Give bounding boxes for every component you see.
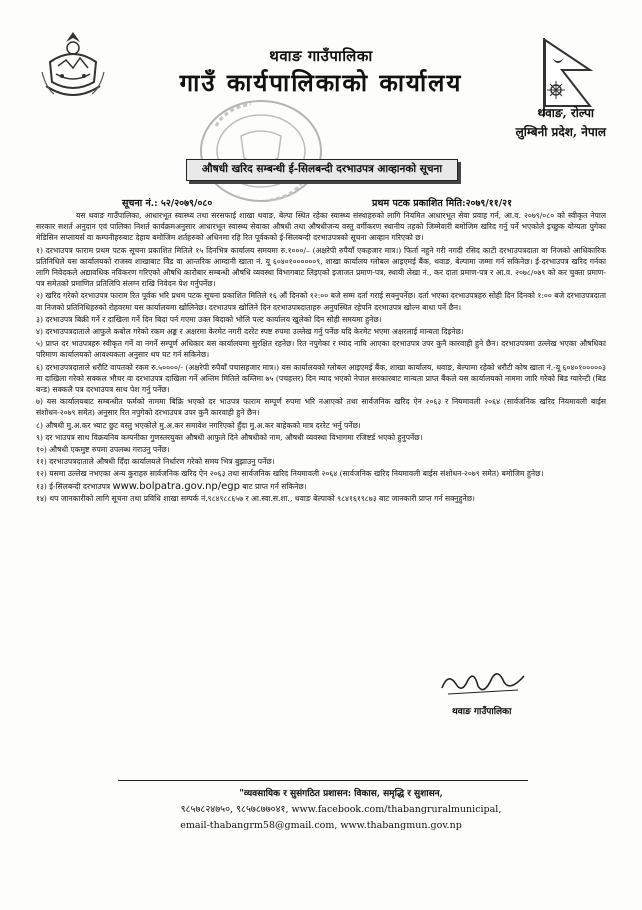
address-line-2: लुम्बिनी प्रदेश, नेपाल — [515, 125, 606, 139]
address-line-1: थवाङ, रोल्पा — [537, 106, 594, 120]
list-item: ११) दरभाउपत्रदाताले औषधी दिँदा कार्यालयले निर्धारण गरेको समय भित्र बुझाउनु पर्नेछ। — [36, 457, 275, 467]
list-item: ६) दरभाउपत्रदाताले धरौटि वापतको रकम रु.५००००/- (अक्षरेपी रुपैयाँ पचासहजार मात्र।) यस कार्यालयको ग्लोबल आइएमई बैंक, शाखा कार्यालय, थवाङ, बेल्पामा रहेको धरौटी कोष खाता नं.-यू ६०४०१०००००३ मा दाखिला गरेको सक्कल भौचर वा दरभाउपत्र दाखिला गर्ने अन्तिम मितिले कम्तिमा ७५ (पचहत्तर) दिन म्याद भएको नेपाल सरकारबाट मान्यता प्राप्त बैंकले यस कार्यालयको नाममा जारि गरेको बिड ग्यारेन्टी (बिड बन्ड) सक्कलै पत्र दरभाउपत्र साथ पेश गर्नु पर्नेछ। — [36, 362, 606, 395]
notice-number: सूचना नं.: ५२/२०७९/०८० — [122, 198, 213, 209]
org-name: थवाङ गाउँपालिका — [269, 47, 373, 65]
footer-email-web: email-thabangrm58@gmail.com, www.thabangmun.gov.np — [180, 820, 462, 831]
signatory-label: थवाङ गाउँपालिका — [452, 707, 512, 717]
notice-body — [36, 210, 606, 505]
list-item: १४) थप जानकारीको लागि सूचना तथा प्रविधि शाखा सम्पर्क नं.९८४९८८६५७ र आ.स्वा.स.शा., थवाङ बेल्पाको ९८४१६१९८७३ बाट जानकारी प्राप्त गर्न सक्नुहुनेछ। — [36, 493, 475, 503]
list-item: ९) दर भाउपत्र साथ विक्रयनिय कम्पनीका गुणस्तरयुक्त औषधी आफुले दिने औषधीको नाम, औषधी व्यवस्था विभागमा रजिष्टर्ड भएको हुनुपर्नेछ। — [36, 432, 423, 442]
footer-divider — [118, 780, 528, 781]
list-item: ८) औषधी मु.अ.कर भ्याट छुट वस्तु भएकोले मु.अ.कर समावेश नगरिएको हुँदा मु.अ.कर बाहेकको मात्र दररेट भर्नु पर्नेछ। — [36, 420, 361, 430]
list-item: १२) यसमा उल्लेख नभएका अन्य कुराहरु सार्वजनिक खरिद ऐन २०६३ तथा सार्वजनिक खरिद नियमावली २०६४ (सार्वजनिक खरिद नियमावली बाईस संशोधन-२०७९ समेत) बमोजिम हुनेछ। — [36, 469, 544, 479]
item-13-prefix: १३) ई-सिलबन्दी दरभाउपत्र — [36, 481, 111, 491]
signature-mark — [438, 666, 528, 700]
item-13-suffix: बाट प्राप्त गर्न सकिनेछ। — [242, 481, 307, 491]
list-item-13 — [36, 481, 606, 492]
list-item: ४) दरभाउपत्रदाताले आफुले कबोल गरेको रकम अङ्क र अक्षरमा केरमेट नगरी दररेट स्पष्ट रुपमा उल्लेख गर्नु पर्नेछ यदि केरमेट भएमा अक्षरलाई मान्यता दिइनेछ। — [36, 327, 464, 337]
footer-slogan: "व्यवसायिक र सुसंगठित प्रशासन: विकास, समृद्धि र सुशासन, — [239, 789, 443, 799]
list-item: १) दरभाउपत्र फाराम प्रथम पटक सूचना प्रकाशित मितिले १५ दिनभित्र कार्यालय समयमा रु.१०००/– (अक्षरेपी रुपैयाँ एकहजार मात्र।) फिर्ता नहुने गरी नगदी रसिद काटी दरभाउपत्रदाता वा निजको आधिकारिक प्रतिनिधिले यस कार्यालयको राजस्व शाखाबाट वेिड वा आन्तरिक आम्दानी खाता नं. यू ६०४०१००००००९, शाखा कार्यालय ग्लोबल आइएमई बैंक, थवाङ, बेल्पामा जम्मा गर्न सकिनेछ। ई-दरभाउपत्र खरिद गर्नका लागि निवेदकले अद्यावधिक नविकरण गरिएको औषधि कारोबार सम्बन्धी औषधि व्यवस्था विभागबाट लिइएको इजाजत प्रमाण-पत्र, स्थायी लेखा नं., कर दाता प्रमाण-पत्र र आ.व. २०७८/०७९ को कर चुक्ता प्रमाण-पत्र समेतको प्रमाणित प्रतिलिपि संलग्न राखि निवेदन पेश गर्नुपर्नेछ। — [36, 245, 606, 289]
notice-title: औषधी खरिद सम्बन्धी ई-सिलबन्दी दरभाउपत्र आव्हानको सूचना — [186, 159, 458, 181]
list-item: ५) प्राप्त दर भाउपत्रहरु स्वीकृत गर्ने वा नगर्ने सम्पूर्ण अधिकार यस कार्यालयमा सुरक्षित रहनेछ। रित नपुगेका र म्याद नाघि आएका दरभाउपत्र उपर कुनै कारवाही हुने छैन। दरभाउपत्रमा उल्लेख भएका औषधिका परिमाण कार्यालयको आवश्यकता अनुसार थप घट गर्न सकिनेछ। — [36, 339, 606, 360]
office-name: गाउँ कार्यपालिकाको कार्यालय — [179, 68, 463, 97]
footer-contacts: ९८५७८२४७५०, ९८५७८७७०४१, www.facebook.com/thabangruralmunicipal, — [180, 804, 502, 815]
bolpatra-link[interactable]: www.bolpatra.gov.np/egp — [112, 480, 240, 492]
office-seal-stamp — [196, 96, 326, 206]
list-item: ३) दरभाउपत्र बिक्री गर्ने र दाखिला गर्ने दिन बिदा पर्न गएमा उक्त बिदाको भोलि पल्ट कार्यालय खुलेको दिन सोही समयमा हुनेछ। — [36, 314, 382, 324]
list-item: १०) औषधी एकमुष्ट रुपमा उपलब्ध गराउनु पर्नेछ। — [36, 445, 170, 455]
list-item: २) खरिद गरेको दरभाउपत्र फाराम रित पूर्वक भरि प्रथम पटक सूचना प्रकाशित मितिले १६ औं दिनको १२:०० बजे सम्म दर्ता गराई सक्नुपर्नेछ। दर्ता भएका दरभाउपत्रहरु सोही दिन दिनको १:०० बजे दरभाउपत्रदाता वा निजको प्रतिनिधिहरुको रोहवरमा यस कार्यालयमा खोलिनेछ। दरभाउपत्र खोलिने दिन दरभाउपत्रदाताहरु अनुपस्थित रहेपनि दरभाउपत्र खोल्न बाधा पर्ने छैन। — [36, 291, 606, 312]
intro-paragraph: यस थवाङ गाउँपालिका, आधारभूत स्वास्थ्य तथा सरसफाई शाखा थवाङ, बेल्पा स्थित रहेका स्वास्थ्य संस्थाहरुको लागि नियमित आधारभूत सेवा प्रवाह गर्न, आ.व. २०७९/०८० को स्वीकृत नेपाल सरकार सशर्त अनुदान एवं पालिका निशर्त कार्यक्रमअनुसार आधारभूत स्वास्थ्य सेवाका औषधी तथा औषधीजन्य वस्तु वर्गीकरण स्थानीय तहको जिम्मेवारी बमोजिम खरिद गर्नु पर्ने भएकोले इच्छुक योग्यता पुगेका मेडिसिन सप्लायर्स वा कम्पनीहरुबाट देहाय बमोजिम शर्तहरुको अधिनमा रहि रित पूर्वकको ई-सिलबन्दी दरभाउपत्रको सूचना आव्हान गरिएको छ। — [36, 211, 606, 243]
list-item: ७) यस कार्यालयबाट सम्बन्धीत फर्मको नाममा बिक्रि भएको दर भाउपत्र फाराम सम्पूर्ण रुपमा भरि नआएको तथा सार्वजनिक खरिद ऐन २०६३ र नियमावली २०६४ (सार्वजनिक खरिद नियमावली बाईस संशोधन-२०७९ समेत) अनुसार रित नपुगेको दरभाउपत्र उपर कुनै कारवाही हुने छैन। — [36, 397, 606, 418]
publish-date: प्रथम पटक प्रकाशित मिति:२०७९/११/२१ — [372, 198, 513, 209]
